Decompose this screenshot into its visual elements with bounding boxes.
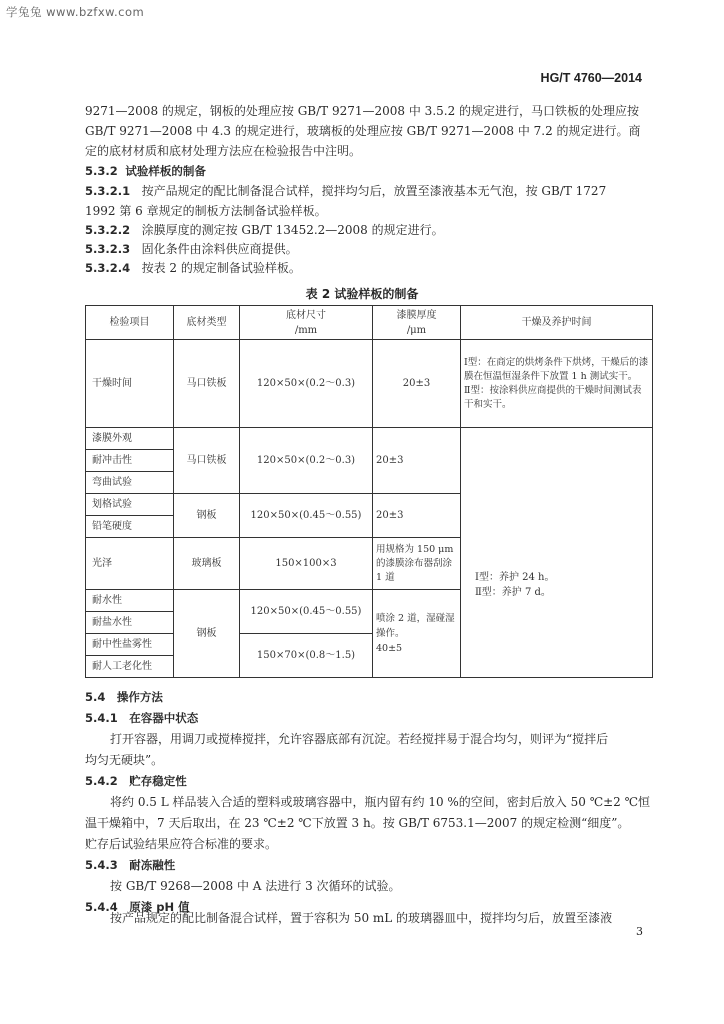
page-number: 3 (636, 925, 643, 938)
cell-item: 耐人工老化性 (86, 656, 174, 678)
section-number: 5.4 (85, 690, 106, 704)
section-number: 5.4.4 (85, 900, 118, 914)
cell-item: 耐冲击性 (86, 450, 174, 472)
table-row (86, 340, 653, 428)
paragraph-line: 将约 0.5 L 样品装入合适的塑料或玻璃容器中，瓶内留有约 10 %的空间，密封后放入 50 ℃±2 ℃恒 (110, 795, 651, 809)
cell-size: 150×70×(0.8～1.5) (240, 634, 373, 678)
section-title: 在容器中状态 (129, 711, 199, 725)
section-number: 5.4.1 (85, 711, 118, 725)
clause-number: 5.3.2.1 (85, 184, 131, 198)
cell-size: 120×50×(0.45～0.55) (240, 590, 373, 634)
section-number: 5.3.2 (85, 164, 118, 178)
paragraph-line: 1992 第 6 章规定的制板方法制备试验样板。 (85, 204, 327, 218)
cell-thickness: 20±3 (373, 428, 461, 494)
clause-number: 5.3.2.3 (85, 242, 131, 256)
cell-substrate: 马口铁板 (174, 428, 240, 494)
table-header-row (86, 306, 653, 340)
cell-size: 120×50×(0.45～0.55) (240, 494, 373, 538)
paragraph-line: 均匀无硬块”。 (85, 753, 164, 767)
paragraph-line: 9271—2008 的规定，钢板的处理应按 GB/T 9271—2008 中 3.5.2 的规定进行，马口铁板的处理应按 (85, 104, 640, 118)
clause-text: 按产品规定的配比制备混合试样，搅拌均匀后，放置至漆液基本无气泡，按 GB/T 1727 (141, 184, 607, 198)
cell-thickness: 20±3 (373, 340, 461, 428)
section-heading-5-4-3 (85, 855, 175, 875)
cell-item: 耐盐水性 (86, 612, 174, 634)
cell-substrate: 钢板 (174, 590, 240, 678)
section-title: 操作方法 (116, 690, 163, 704)
section-heading-5-4 (85, 687, 163, 707)
paragraph-line: 按产品规定的配比制备混合试样，置于容积为 50 mL 的玻璃器皿中，搅拌均匀后，放置至漆液 (110, 911, 613, 925)
section-number: 5.4.2 (85, 774, 118, 788)
cell-size: 120×50×(0.2～0.3) (240, 428, 373, 494)
paragraph-line: 按 GB/T 9268—2008 中 A 法进行 3 次循环的试验。 (110, 879, 401, 893)
cell-thickness: 喷涂 2 道，湿碰湿操作。 40±5 (373, 590, 461, 678)
cell-item: 耐水性 (86, 590, 174, 612)
watermark: 学兔兔 www.bzfxw.com (6, 5, 145, 19)
cell-substrate: 玻璃板 (174, 538, 240, 590)
cell-item: 光泽 (86, 538, 174, 590)
section-heading-5-4-2 (85, 771, 187, 791)
header-drying: 干燥及养护时间 (461, 306, 653, 340)
section-heading-5-4-1 (85, 708, 198, 728)
sample-preparation-table (85, 305, 653, 678)
clause-text: 涂膜厚度的测定按 GB/T 13452.2—2008 的规定进行。 (141, 223, 444, 237)
cell-item: 耐中性盐雾性 (86, 634, 174, 656)
cell-size: 120×50×(0.2～0.3) (240, 340, 373, 428)
header-thickness: 漆膜厚度 /μm (373, 306, 461, 340)
cell-item: 弯曲试验 (86, 472, 174, 494)
clause-5-3-2-4 (85, 258, 301, 278)
section-title: 试验样板的制备 (125, 164, 206, 178)
cell-thickness: 用规格为 150 μm的漆膜涂布器刮涂 1 道 (373, 538, 461, 590)
clause-number: 5.3.2.4 (85, 261, 131, 275)
section-heading-5-3-2 (85, 161, 206, 181)
cell-drying-shared: Ⅰ型：养护 24 h。 Ⅱ型：养护 7 d。 (461, 494, 653, 678)
table-row (86, 428, 653, 450)
header-substrate: 底材类型 (174, 306, 240, 340)
cell-drying: Ⅰ型：在商定的烘烤条件下烘烤，干燥后的漆膜在恒温恒湿条件下放置 1 h 测试实干。 Ⅱ型：按涂料供应商提供的干燥时间测试表干和实干。 (461, 340, 653, 428)
cell-substrate: 马口铁板 (174, 340, 240, 428)
clause-5-3-2-2 (85, 220, 444, 240)
clause-text: 固化条件由涂料供应商提供。 (141, 242, 298, 256)
cell-drying-blank (461, 428, 653, 494)
paragraph-line: 贮存后试验结果应符合标准的要求。 (85, 837, 278, 851)
cell-item: 干燥时间 (86, 340, 174, 428)
cell-substrate: 钢板 (174, 494, 240, 538)
header-size: 底材尺寸 /mm (240, 306, 373, 340)
paragraph-line: 打开容器，用调刀或搅棒搅拌，允许容器底部有沉淀。若经搅拌易于混合均匀，则评为“搅拌后 (110, 732, 609, 746)
cell-item: 铅笔硬度 (86, 516, 174, 538)
clause-5-3-2-3 (85, 239, 298, 259)
section-title: 原漆 pH 值 (129, 900, 190, 914)
paragraph-line: 温干燥箱中，7 天后取出，在 23 ℃±2 ℃下放置 3 h。按 GB/T 6753.1—2007 的规定检测“细度”。 (85, 816, 630, 830)
header-item: 检验项目 (86, 306, 174, 340)
section-title: 耐冻融性 (129, 858, 176, 872)
cell-thickness: 20±3 (373, 494, 461, 538)
cell-size: 150×100×3 (240, 538, 373, 590)
cell-item: 划格试验 (86, 494, 174, 516)
standard-number: HG/T 4760—2014 (540, 71, 642, 85)
clause-5-3-2-1 (85, 181, 606, 201)
clause-text: 按表 2 的规定制备试验样板。 (141, 261, 301, 275)
section-number: 5.4.3 (85, 858, 118, 872)
cell-item: 漆膜外观 (86, 428, 174, 450)
clause-number: 5.3.2.2 (85, 223, 131, 237)
table-row (86, 494, 653, 516)
section-title: 贮存稳定性 (129, 774, 187, 788)
paragraph-line: 定的底材材质和底材处理方法应在检验报告中注明。 (85, 144, 362, 158)
table-title: 表 2 试验样板的制备 (305, 287, 419, 301)
paragraph-line: GB/T 9271—2008 中 4.3 的规定进行，玻璃板的处理应按 GB/T 9271—2008 中 7.2 的规定进行。商 (85, 124, 641, 138)
